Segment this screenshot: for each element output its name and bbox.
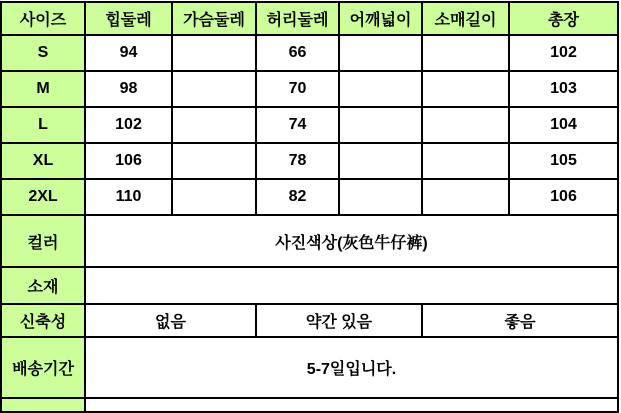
header-cell-shoulder: 어깨넓이: [339, 2, 422, 35]
shipping-value: 5-7일입니다.: [85, 337, 618, 398]
color-label: 컬러: [1, 215, 85, 267]
size-label: L: [1, 107, 85, 143]
chest-value: [172, 143, 256, 179]
header-cell-length: 총장: [509, 2, 618, 35]
hip-value: 94: [85, 35, 172, 71]
hip-value: 98: [85, 71, 172, 107]
size-chart-table: [0, 1, 619, 413]
table-row-shipping: [1, 337, 618, 398]
table-row-color: [1, 215, 618, 267]
sleeve-value: [422, 179, 509, 215]
hip-value: 106: [85, 143, 172, 179]
waist-value: 66: [256, 35, 339, 71]
shipping-label: 배송기간: [1, 337, 85, 398]
stretch-label: 신축성: [1, 304, 85, 337]
stretch-none-value: 없음: [85, 304, 256, 337]
size-label: M: [1, 71, 85, 107]
length-value: 105: [509, 143, 618, 179]
length-value: 106: [509, 179, 618, 215]
table-row-material: [1, 267, 618, 304]
sleeve-value: [422, 143, 509, 179]
table-row-stretch: [1, 304, 618, 337]
waist-value: 82: [256, 179, 339, 215]
stretch-good-value: 좋음: [422, 304, 618, 337]
material-label: 소재: [1, 267, 85, 304]
sleeve-value: [422, 35, 509, 71]
waist-value: 78: [256, 143, 339, 179]
cutoff-value-cell: [85, 398, 618, 412]
waist-value: 70: [256, 71, 339, 107]
sleeve-value: [422, 107, 509, 143]
table-row-2xl: [1, 179, 618, 215]
size-label: XL: [1, 143, 85, 179]
table-row-cutoff: [1, 398, 618, 412]
hip-value: 102: [85, 107, 172, 143]
shoulder-value: [339, 143, 422, 179]
chest-value: [172, 179, 256, 215]
table-header-row: [1, 2, 618, 35]
table-row-xl: [1, 143, 618, 179]
length-value: 102: [509, 35, 618, 71]
header-cell-waist: 허리둘레: [256, 2, 339, 35]
shoulder-value: [339, 71, 422, 107]
chest-value: [172, 71, 256, 107]
size-label: S: [1, 35, 85, 71]
color-value: 사진색상(灰色牛仔裤): [85, 215, 618, 267]
shoulder-value: [339, 179, 422, 215]
waist-value: 74: [256, 107, 339, 143]
table-row-s: [1, 35, 618, 71]
table-row-l: [1, 107, 618, 143]
header-cell-size: 사이즈: [1, 2, 85, 35]
length-value: 104: [509, 107, 618, 143]
header-cell-hip: 힙둘레: [85, 2, 172, 35]
size-label: 2XL: [1, 179, 85, 215]
shoulder-value: [339, 107, 422, 143]
length-value: 103: [509, 71, 618, 107]
table-row-m: [1, 71, 618, 107]
shoulder-value: [339, 35, 422, 71]
chest-value: [172, 35, 256, 71]
material-value: [85, 267, 618, 304]
stretch-slight-value: 약간 있음: [256, 304, 422, 337]
header-cell-sleeve: 소매길이: [422, 2, 509, 35]
cutoff-label-cell: [1, 398, 85, 412]
size-chart: [0, 1, 619, 413]
header-cell-chest: 가슴둘레: [172, 2, 256, 35]
hip-value: 110: [85, 179, 172, 215]
sleeve-value: [422, 71, 509, 107]
chest-value: [172, 107, 256, 143]
